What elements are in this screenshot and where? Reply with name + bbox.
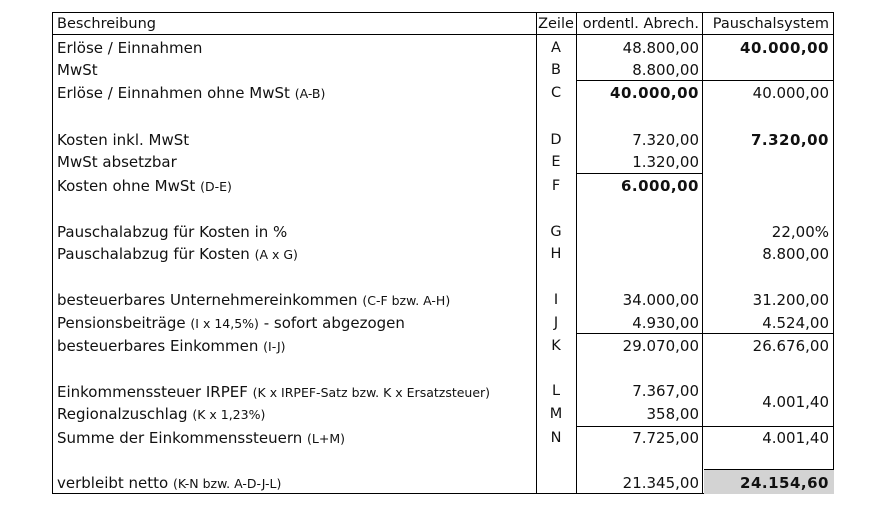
- header-divider: [53, 34, 833, 35]
- row-desc: Erlöse / Einnahmen: [57, 39, 203, 57]
- row-pauschal: 31.200,00: [752, 291, 829, 309]
- row-desc: Pauschalabzug für Kosten (A x G): [57, 245, 298, 263]
- row-desc: Pensionsbeiträge (I x 14,5%) - sofort abgezogen: [57, 314, 405, 332]
- row-ordentlich: 29.070,00: [622, 337, 699, 355]
- row-zeile: N: [550, 430, 562, 446]
- row-desc: Erlöse / Einnahmen ohne MwSt (A-B): [57, 84, 326, 102]
- row-ordentlich: 7.320,00: [632, 131, 699, 149]
- rule-c: [576, 80, 833, 81]
- row-zeile: J: [553, 315, 559, 331]
- row-ordentlich: 358,00: [646, 405, 699, 423]
- row-ordentlich: 6.000,00: [620, 177, 699, 195]
- row-pauschal: 22,00%: [771, 223, 829, 241]
- row-pauschal: 4.001,40: [762, 429, 829, 447]
- row-pauschal: 40.000,00: [740, 39, 829, 57]
- row-desc: MwSt absetzbar: [57, 153, 177, 171]
- row-pauschal: 40.000,00: [752, 84, 829, 102]
- row-desc: MwSt: [57, 61, 98, 79]
- row-ordentlich: 7.367,00: [632, 382, 699, 400]
- row-ordentlich: 1.320,00: [632, 153, 699, 171]
- row-zeile: E: [551, 154, 561, 170]
- row-zeile: I: [553, 292, 559, 308]
- tax-comparison-table: [52, 12, 834, 494]
- col-divider-ordentlich: [576, 13, 577, 493]
- col-divider-pauschal: [702, 13, 703, 493]
- row-zeile: G: [550, 224, 562, 240]
- row-zeile: M: [549, 406, 563, 422]
- row-ordentlich: 4.930,00: [632, 314, 699, 332]
- row-pauschal: 7.320,00: [750, 131, 829, 149]
- row-ordentlich: 48.800,00: [622, 39, 699, 57]
- row-desc: Kosten ohne MwSt (D-E): [57, 177, 232, 195]
- row-zeile: F: [551, 178, 561, 194]
- header-ordentlich: ordentl. Abrech.: [582, 16, 699, 32]
- row-zeile: L: [551, 383, 561, 399]
- header-zeile: Zeile: [538, 16, 574, 32]
- row-zeile: A: [551, 40, 561, 56]
- row-desc: verbleibt netto (K-N bzw. A-D-J-L): [57, 474, 282, 492]
- row-desc: Kosten inkl. MwSt: [57, 131, 190, 149]
- row-ordentlich: 21.345,00: [622, 474, 699, 492]
- row-ordentlich: 40.000,00: [610, 84, 699, 102]
- row-pauschal: 26.676,00: [752, 337, 829, 355]
- row-pauschal-merged: 4.001,40: [762, 393, 829, 411]
- row-zeile: B: [551, 62, 561, 78]
- row-ordentlich: 34.000,00: [622, 291, 699, 309]
- row-zeile: K: [551, 338, 561, 354]
- row-ordentlich: 8.800,00: [632, 61, 699, 79]
- row-pauschal: 8.800,00: [762, 245, 829, 263]
- row-zeile: H: [550, 246, 562, 262]
- row-desc: Summe der Einkommenssteuern (L+M): [57, 429, 346, 447]
- row-desc: Einkommenssteuer IRPEF (K x IRPEF-Satz bzw. K x Ersatzsteuer): [57, 383, 491, 401]
- row-pauschal: 4.524,00: [762, 314, 829, 332]
- row-desc: Pauschalabzug für Kosten in %: [57, 223, 288, 241]
- row-desc: besteuerbares Einkommen (I-J): [57, 337, 286, 355]
- rule-k: [576, 333, 833, 334]
- header-beschreibung: Beschreibung: [57, 16, 156, 32]
- row-ordentlich: 7.725,00: [632, 429, 699, 447]
- row-desc: besteuerbares Unternehmereinkommen (C-F bzw. A-H): [57, 291, 451, 309]
- rule-f: [576, 173, 702, 174]
- row-zeile: C: [550, 85, 562, 101]
- row-pauschal-netto: 24.154,60: [740, 474, 829, 492]
- row-desc: Regionalzuschlag (K x 1,23%): [57, 405, 266, 423]
- row-zeile: D: [550, 132, 562, 148]
- header-pauschal: Pauschalsystem: [712, 16, 829, 32]
- rule-n: [576, 426, 833, 427]
